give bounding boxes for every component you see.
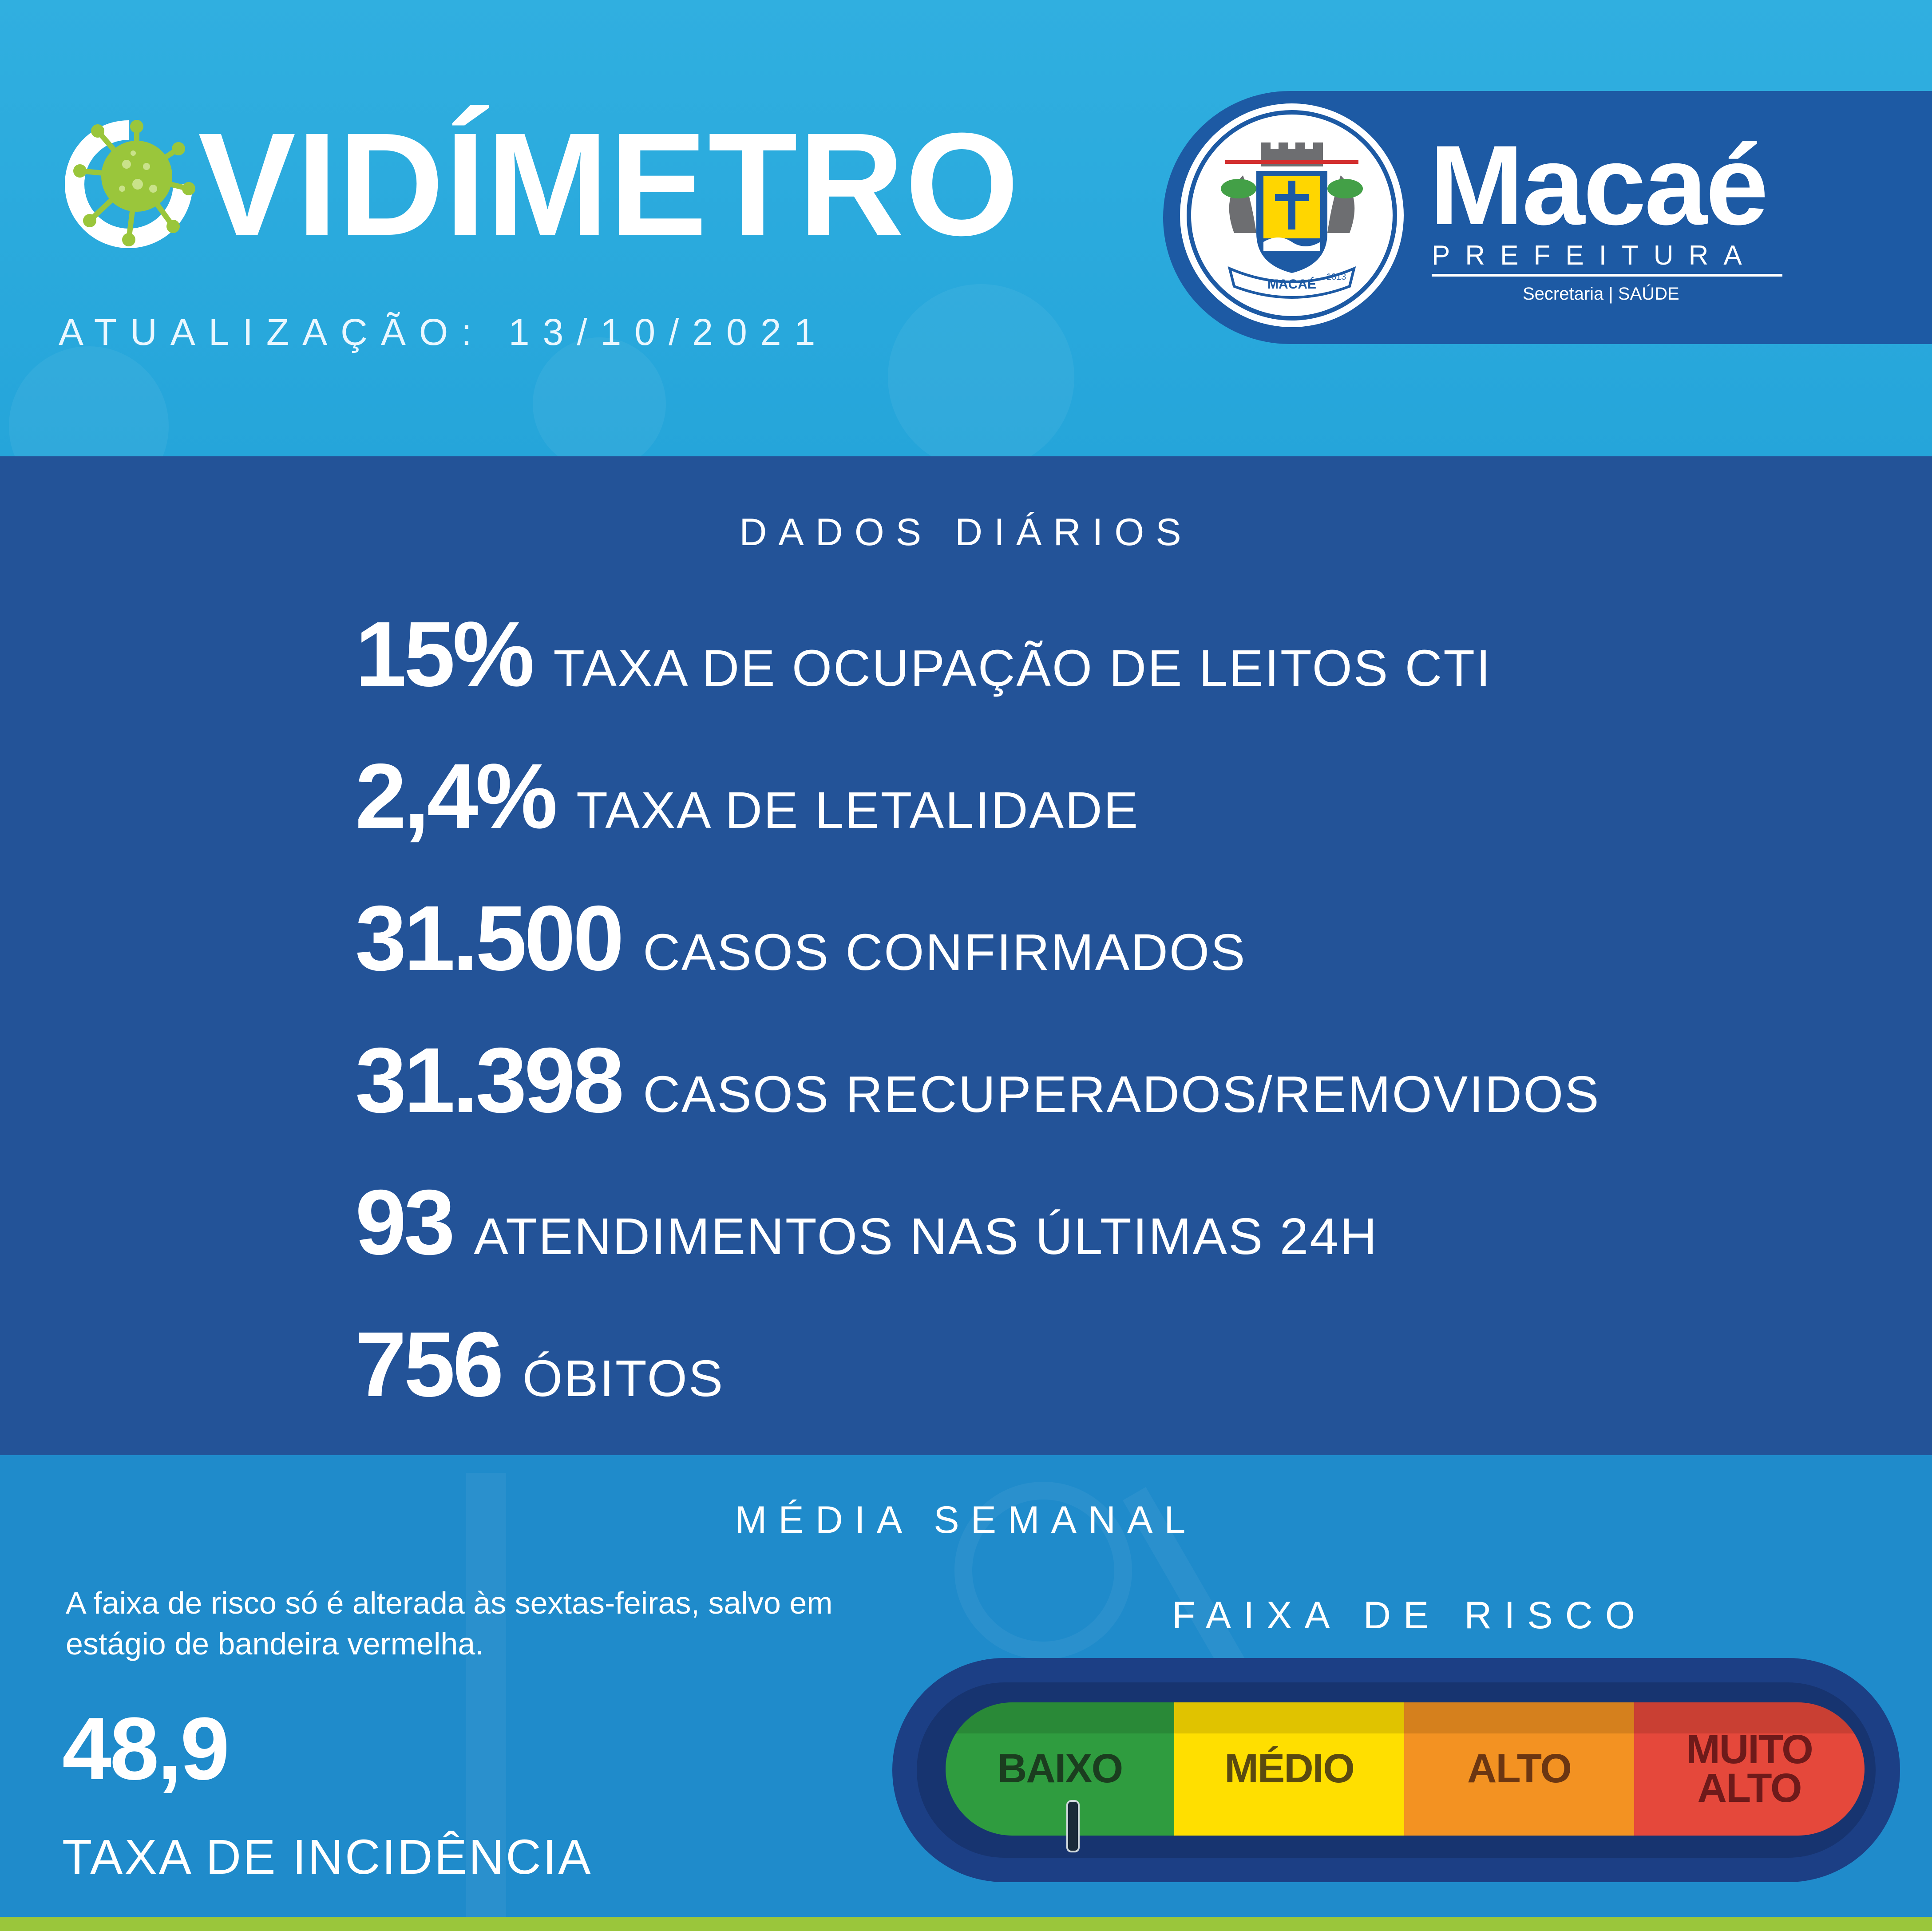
stat-label: ÓBITOS	[523, 1349, 724, 1407]
daily-heading: DADOS DIÁRIOS	[739, 511, 1193, 554]
risk-level-high	[1404, 1702, 1634, 1836]
incidence-label: TAXA DE INCIDÊNCIA	[62, 1830, 593, 1884]
risk-level-very-high	[1634, 1702, 1865, 1836]
stat-label: ATENDIMENTOS NAS ÚLTIMAS 24H	[474, 1207, 1378, 1265]
department-name: Secretaria | SAÚDE	[1523, 284, 1679, 304]
stat-label: TAXA DE LETALIDADE	[576, 781, 1140, 839]
stat-label: TAXA DE OCUPAÇÃO DE LEITOS CTI	[553, 639, 1492, 697]
background-shape	[533, 337, 666, 456]
stat-label: CASOS RECUPERADOS/REMOVIDOS	[643, 1065, 1600, 1123]
risk-level-label: MUITO ALTO	[1686, 1726, 1813, 1811]
stat-value: 31.398	[355, 1029, 622, 1132]
risk-meter	[946, 1702, 1865, 1836]
weekly-heading: MÉDIA SEMANAL	[735, 1499, 1197, 1541]
stat-row	[355, 744, 1140, 848]
stat-row	[355, 1170, 1378, 1274]
incidence-value: 48,9	[62, 1699, 228, 1798]
page-title	[62, 102, 1020, 266]
risk-level-low	[946, 1702, 1174, 1836]
background-shape	[9, 346, 169, 456]
stat-value: 2,4%	[355, 745, 555, 848]
risk-needle-indicator	[1066, 1800, 1080, 1852]
risk-level-label: MÉDIO	[1224, 1746, 1354, 1792]
seal-name: MACAÉ	[1267, 277, 1316, 292]
stat-value: 93	[355, 1171, 453, 1274]
stat-row	[355, 1312, 724, 1416]
covid-o-letter-icon	[62, 118, 195, 251]
stat-value: 31.500	[355, 887, 622, 990]
risk-note: A faixa de risco só é alterada às sextas-feiras, salvo em estágio de bandeira vermelha.	[66, 1586, 833, 1662]
city-subtitle: PREFEITURA	[1432, 242, 1782, 277]
stat-label: CASOS CONFIRMADOS	[643, 923, 1247, 981]
risk-level-medium	[1174, 1702, 1404, 1836]
stat-value: 15%	[355, 603, 532, 706]
stat-row	[355, 601, 1492, 706]
risk-heading: FAIXA DE RISCO	[1172, 1594, 1647, 1637]
stat-row	[355, 1028, 1600, 1132]
bottom-strip	[0, 1917, 1932, 1931]
city-name: Macaé	[1429, 122, 1767, 249]
background-shape	[888, 284, 1074, 456]
title-text: VIDÍMETRO	[198, 102, 1020, 266]
coat-of-arms-logo	[1176, 100, 1407, 331]
seal-year: 1813	[1326, 272, 1346, 282]
risk-level-label: ALTO	[1467, 1746, 1571, 1792]
stat-row	[355, 886, 1247, 990]
update-date: ATUALIZAÇÃO: 13/10/2021	[59, 311, 829, 353]
stat-value: 756	[355, 1313, 502, 1416]
risk-level-label: BAIXO	[997, 1746, 1123, 1792]
